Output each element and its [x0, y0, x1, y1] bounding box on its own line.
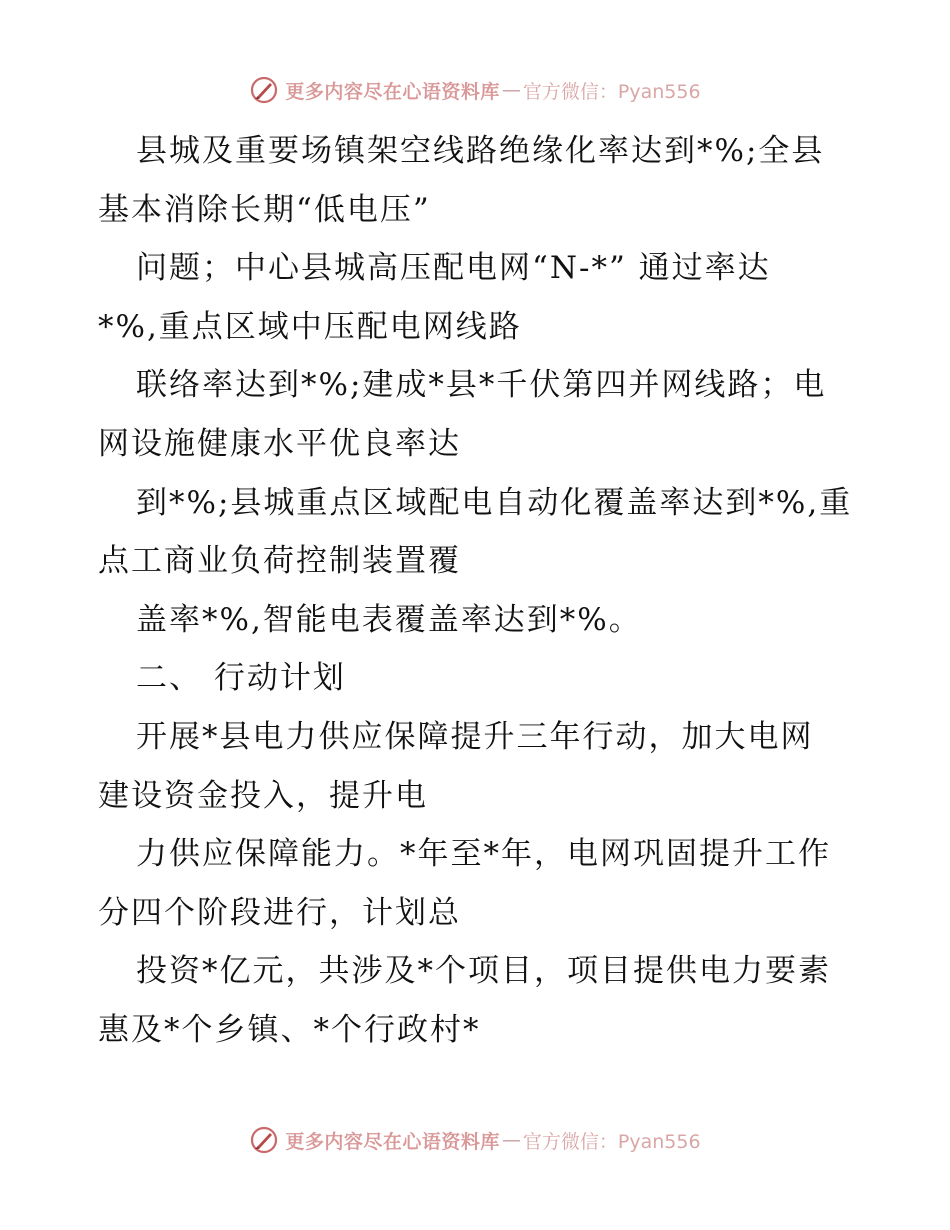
- text-line: 网设施健康水平优良率达: [98, 425, 461, 462]
- text-line: 投资*亿元，共涉及*个项目，项目提供电力要素: [136, 953, 831, 990]
- banner-site-text: 更多内容尽在心语资料库: [285, 80, 500, 103]
- text-line: 开展*县电力供应保障提升三年行动，加大电网: [136, 718, 814, 755]
- banner-dash: —: [501, 79, 521, 101]
- quill-logo-icon: [249, 75, 279, 105]
- banner-dash: —: [501, 1129, 521, 1151]
- text-line: 基本消除长期“低电压”: [98, 191, 431, 228]
- section-heading: 二、 行动计划: [136, 660, 346, 697]
- footer-watermark-banner: [0, 1120, 950, 1160]
- text-line: 问题；中心县城高压配电网“N-*” 通过率达: [136, 250, 771, 287]
- text-line: 建设资金投入，提升电: [98, 777, 428, 814]
- quill-logo-icon: [249, 1125, 279, 1155]
- banner-site-text: 更多内容尽在心语资料库: [285, 1130, 500, 1153]
- header-watermark-banner: [0, 70, 950, 110]
- banner-wechat-text: 官方微信：Pyan556: [522, 80, 701, 103]
- banner-wechat-text: 官方微信：Pyan556: [522, 1130, 701, 1153]
- text-line: 点工商业负荷控制装置覆: [98, 543, 461, 580]
- document-body: [98, 122, 858, 1060]
- text-line: 联络率达到*%;建成*县*千伏第四并网线路；电: [136, 367, 827, 404]
- text-line: 分四个阶段进行，计划总: [98, 894, 461, 931]
- text-line: 盖率*%,智能电表覆盖率达到*%。: [136, 601, 642, 638]
- text-line: *%,重点区域中压配电网线路: [98, 308, 522, 345]
- text-line: 力供应保障能力。*年至*年，电网巩固提升工作: [136, 836, 831, 873]
- text-line: 到*%;县城重点区域配电自动化覆盖率达到*%,重: [136, 484, 853, 521]
- text-line: 县城及重要场镇架空线路绝缘化率达到*%;全县: [136, 133, 825, 169]
- text-line: 惠及*个乡镇、*个行政村*: [98, 1011, 481, 1048]
